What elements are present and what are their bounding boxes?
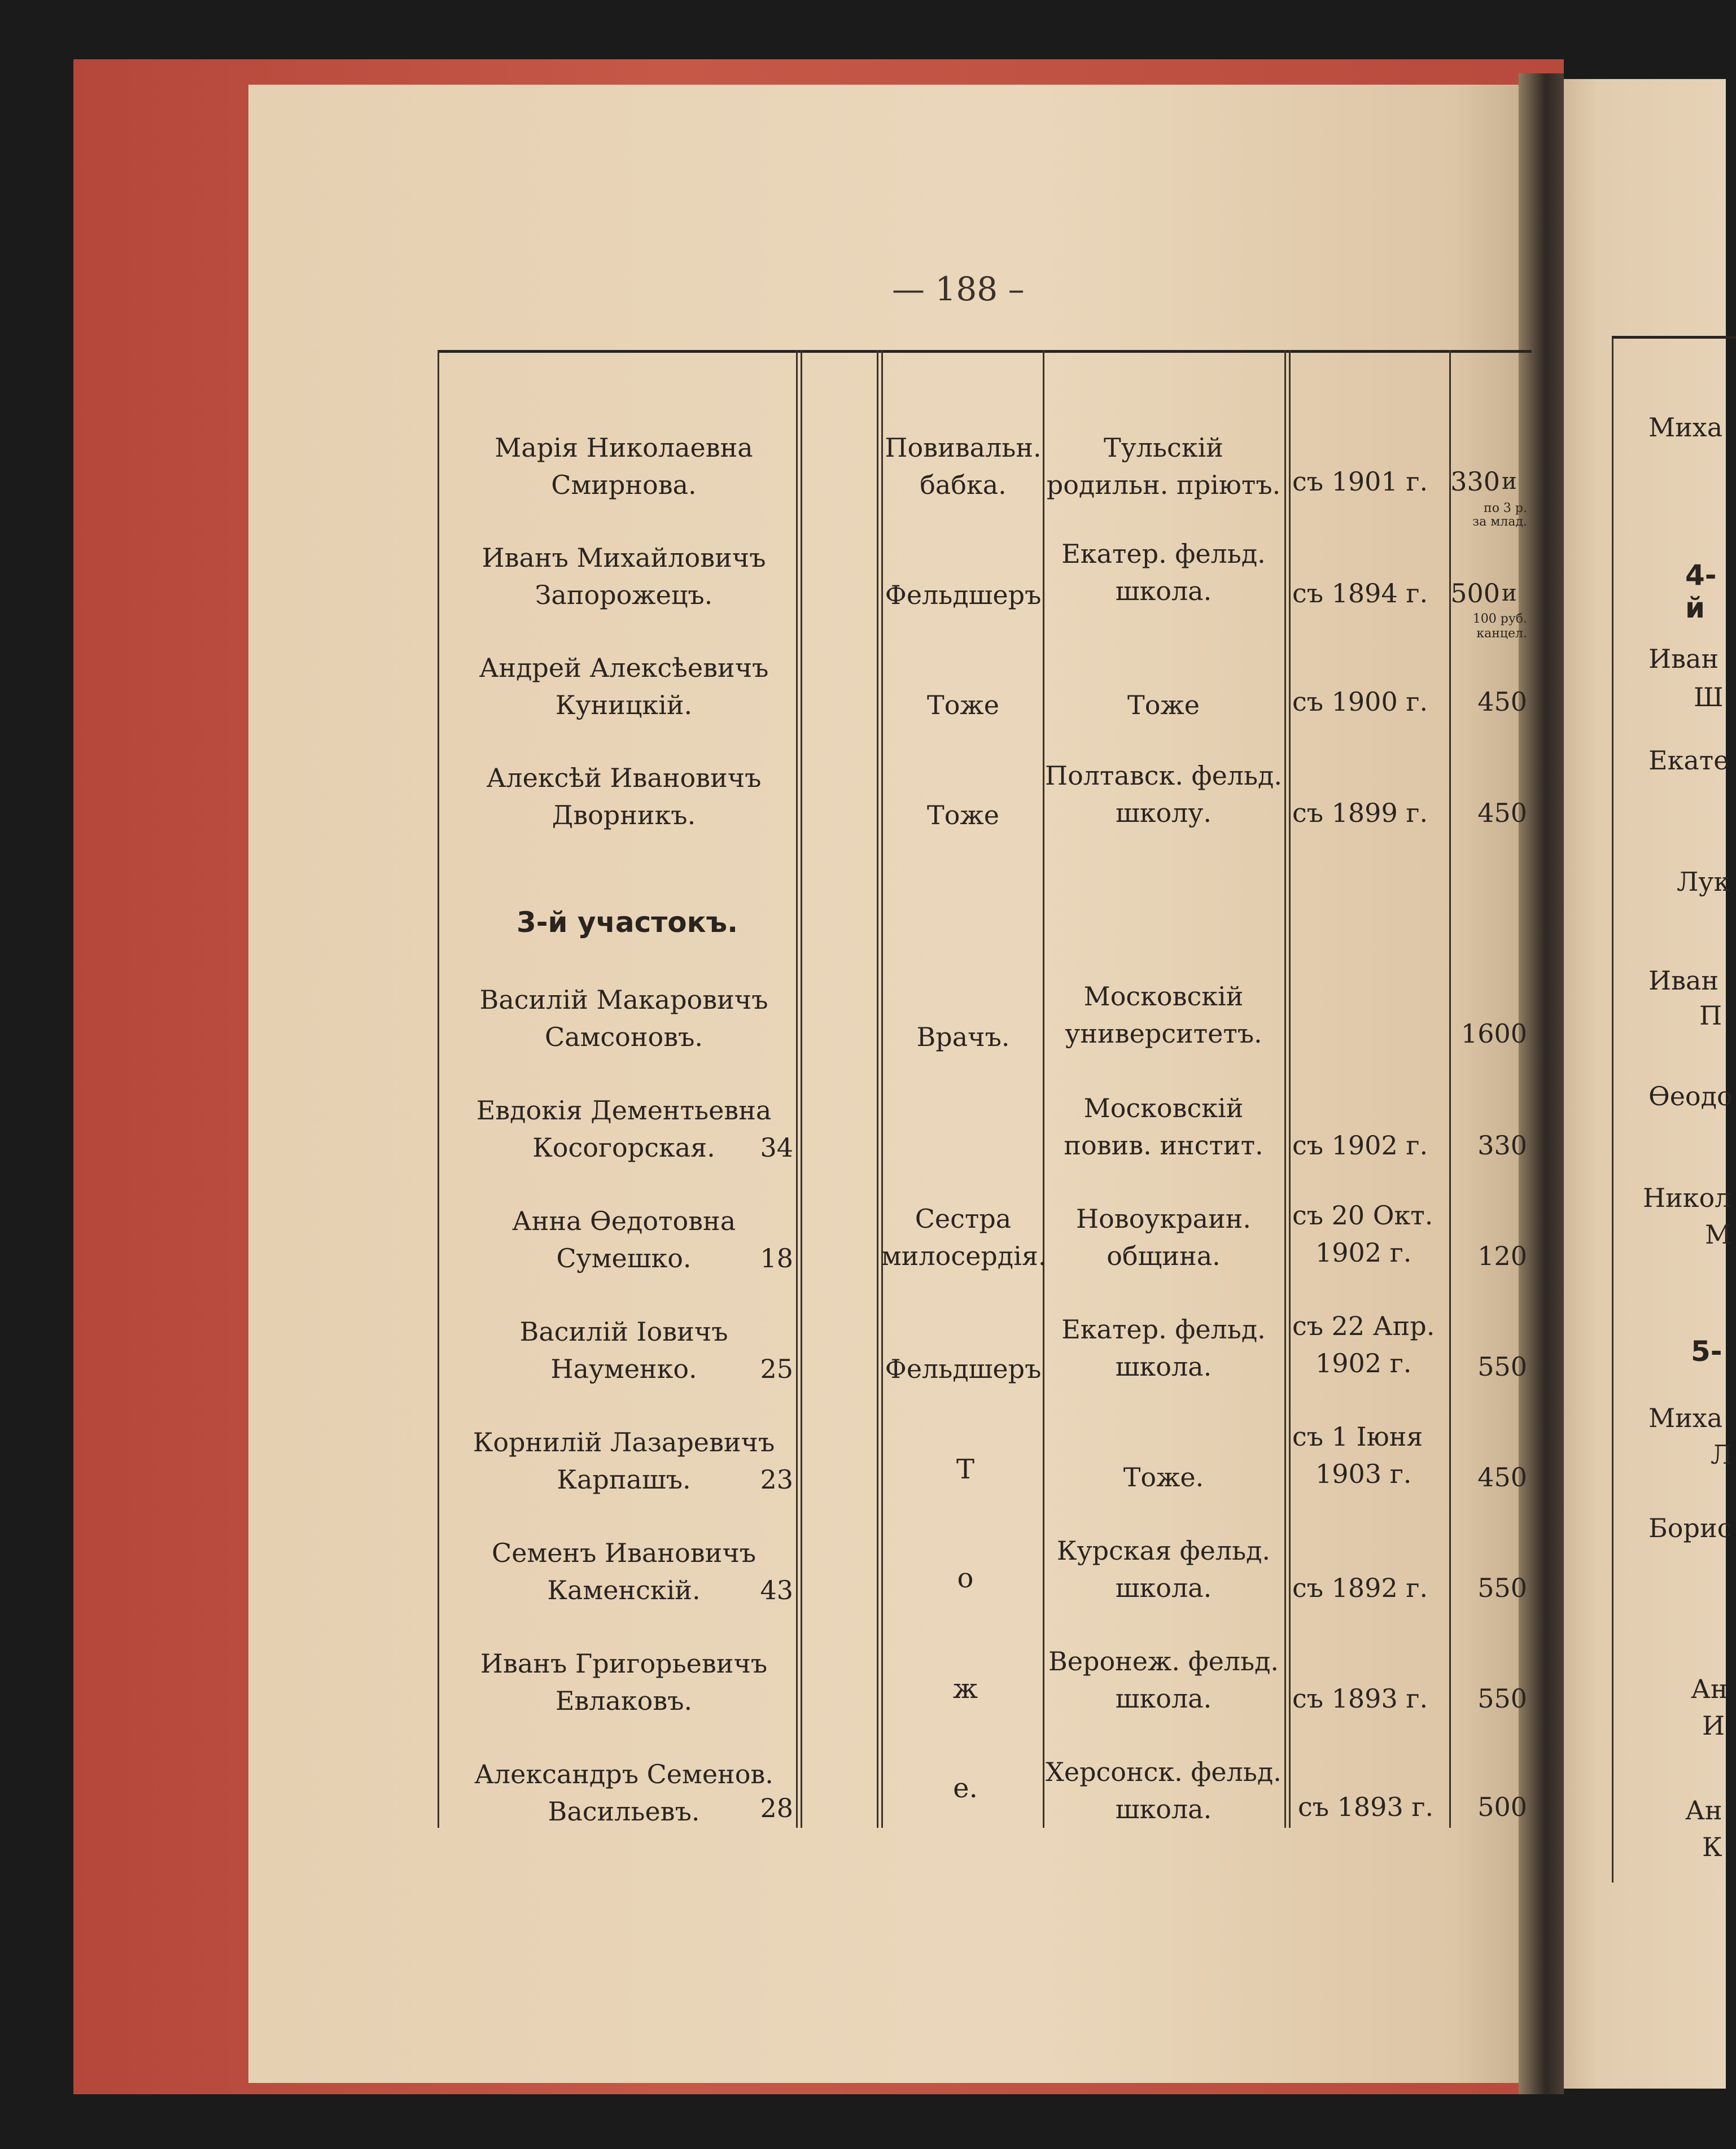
right-text: П [1699, 1000, 1722, 1031]
school: школа. [1115, 1683, 1212, 1714]
service-since: съ 20 Окт. [1292, 1200, 1433, 1231]
salary-note: за млад. [1472, 515, 1527, 529]
salary: 450 [1477, 798, 1527, 828]
service-since: 1903 г. [1315, 1459, 1412, 1489]
right-text: Ан [1685, 1795, 1722, 1826]
right-text: К [1702, 1832, 1722, 1862]
service-since: 1902 г. [1315, 1237, 1412, 1268]
school: Курская фельд. [1056, 1535, 1271, 1566]
name-last: Каменскій. [547, 1575, 701, 1605]
position: Фельдшеръ [885, 580, 1042, 610]
position: Тоже [927, 800, 999, 830]
section-heading: 3-й участокъ. [517, 906, 738, 939]
right-section: 5- [1691, 1335, 1722, 1368]
school: школа. [1115, 1573, 1212, 1603]
service-since: съ 1893 г. [1298, 1792, 1434, 1822]
salary: 500 [1450, 578, 1500, 609]
name-first: Василій Макаровичъ [479, 984, 768, 1015]
right-section: 4-й [1685, 559, 1717, 624]
position: милосердія. [881, 1241, 1047, 1271]
tozhe-letter: е. [953, 1772, 978, 1804]
school: Екатер. фельд. [1061, 539, 1266, 569]
salary: 450 [1477, 686, 1527, 717]
school: Московскій [1083, 981, 1244, 1012]
school: Новоукраин. [1075, 1203, 1252, 1234]
table-top-rule [438, 350, 1532, 353]
service-since: съ 1892 г. [1292, 1573, 1428, 1603]
right-text: Миха [1648, 1403, 1723, 1433]
column-rule [877, 350, 878, 1828]
salary: 550 [1477, 1351, 1527, 1382]
position: Фельдшеръ [885, 1354, 1042, 1384]
salary-note: канцел. [1476, 627, 1527, 641]
name-last: Куницкій. [555, 690, 693, 720]
school: школа. [1115, 1351, 1212, 1382]
age: 23 [760, 1464, 793, 1495]
school: община. [1107, 1241, 1221, 1271]
service-since: съ 1902 г. [1292, 1130, 1428, 1161]
tozhe-letter: Т [956, 1454, 974, 1485]
name-last: Карпашъ. [557, 1464, 691, 1495]
school: Екатер. фельд. [1061, 1314, 1266, 1345]
right-text: Иван [1648, 644, 1719, 674]
right-text: Ш [1694, 682, 1724, 712]
name-first: Алексѣй Ивановичъ [486, 763, 762, 793]
service-since: съ 1901 г. [1292, 466, 1428, 497]
school: Херсонск. фельд. [1046, 1757, 1282, 1787]
name-last: Сумешко. [556, 1243, 692, 1273]
school: повив. инстит. [1064, 1130, 1263, 1161]
salary: 330 [1450, 466, 1500, 497]
position: Сестра [915, 1203, 1012, 1234]
age: 25 [760, 1354, 793, 1384]
name-first: Семенъ Ивановичъ [492, 1538, 756, 1568]
right-text: Борис [1648, 1513, 1732, 1543]
tozhe-letter: ж [952, 1673, 978, 1705]
right-text: Лук [1677, 866, 1730, 897]
position: Повивальн. [885, 432, 1042, 463]
right-text: Л [1711, 1439, 1733, 1470]
right-page-top-rule [1612, 336, 1736, 339]
name-last: Смирнова. [551, 470, 697, 500]
school: школа. [1115, 1794, 1212, 1824]
salary: 500 [1477, 1792, 1527, 1822]
name-first: Иванъ Григорьевичъ [480, 1648, 768, 1679]
name-first: Евдокія Дементьевна [476, 1095, 772, 1126]
salary: 550 [1477, 1683, 1527, 1714]
service-since: съ 1893 г. [1292, 1683, 1428, 1714]
service-since: съ 22 Апр. [1292, 1311, 1435, 1341]
service-since: съ 1 Іюня [1292, 1421, 1423, 1452]
position: Тоже [927, 690, 999, 720]
name-last: Васильевъ. [548, 1796, 700, 1827]
school: школу. [1115, 798, 1212, 828]
column-rule [1284, 350, 1286, 1828]
column-rule [1043, 350, 1044, 1828]
right-text: Екате [1648, 745, 1729, 776]
right-text: И [1702, 1710, 1725, 1741]
page-number: — 188 – [892, 270, 1025, 308]
salary: 550 [1477, 1573, 1527, 1603]
service-since: 1902 г. [1315, 1348, 1412, 1378]
service-since: съ 1899 г. [1292, 798, 1428, 828]
name-first: Корнилій Лазаревичъ [473, 1427, 775, 1458]
position: Врачъ. [916, 1022, 1010, 1052]
right-page-rule [1612, 336, 1613, 1883]
right-text: Иван [1648, 965, 1719, 996]
school: школа. [1115, 576, 1212, 606]
age: 28 [760, 1793, 793, 1823]
age: 43 [760, 1575, 793, 1605]
name-last: Дворникъ. [552, 800, 696, 830]
school: Московскій [1083, 1093, 1244, 1123]
name-last: Запорожецъ. [535, 580, 713, 610]
right-page [1564, 79, 1733, 2089]
name-first: Марія Николаевна [495, 432, 753, 463]
age: 18 [760, 1243, 793, 1273]
name-first: Александръ Семенов. [474, 1759, 773, 1789]
name-last: Косогорская. [532, 1132, 715, 1163]
name-first: Василій Іовичъ [519, 1316, 728, 1347]
name-last: Самсоновъ. [545, 1022, 703, 1052]
school: Тульскій [1104, 432, 1223, 463]
service-since: съ 1900 г. [1292, 686, 1428, 717]
age: 34 [760, 1132, 793, 1163]
salary: 120 [1477, 1241, 1527, 1271]
personnel-table [438, 350, 1532, 1828]
salary: 450 [1477, 1462, 1527, 1493]
right-text: М [1705, 1219, 1732, 1250]
name-first: Анна Ѳедотовна [511, 1206, 736, 1236]
school: Веронеж. фельд. [1048, 1646, 1279, 1677]
tozhe-letter: о [957, 1562, 974, 1594]
school: родильн. пріютъ. [1046, 470, 1281, 500]
salary-note: 100 руб. [1472, 612, 1527, 626]
position: бабка. [920, 470, 1007, 500]
school: университетъ. [1065, 1018, 1262, 1049]
name-last: Науменко. [550, 1354, 697, 1384]
salary-note: по 3 р. [1484, 501, 1527, 515]
name-first: Андрей Алексѣевичъ [479, 653, 769, 683]
right-text: Ан [1691, 1674, 1728, 1704]
name-last: Евлаковъ. [555, 1686, 693, 1716]
right-text: Миха [1648, 412, 1723, 443]
school: Тоже [1127, 690, 1200, 720]
salary: 330 [1477, 1130, 1527, 1161]
salary-note: и [1502, 580, 1517, 606]
right-text: Никол [1643, 1183, 1731, 1213]
salary-note: и [1502, 469, 1517, 494]
right-text: Ѳеодо [1648, 1081, 1733, 1111]
school: Тоже. [1123, 1462, 1204, 1493]
school: Полтавск. фельд. [1045, 760, 1282, 791]
name-first: Иванъ Михайловичъ [482, 542, 766, 573]
service-since: съ 1894 г. [1292, 578, 1428, 609]
salary: 1600 [1460, 1018, 1527, 1049]
